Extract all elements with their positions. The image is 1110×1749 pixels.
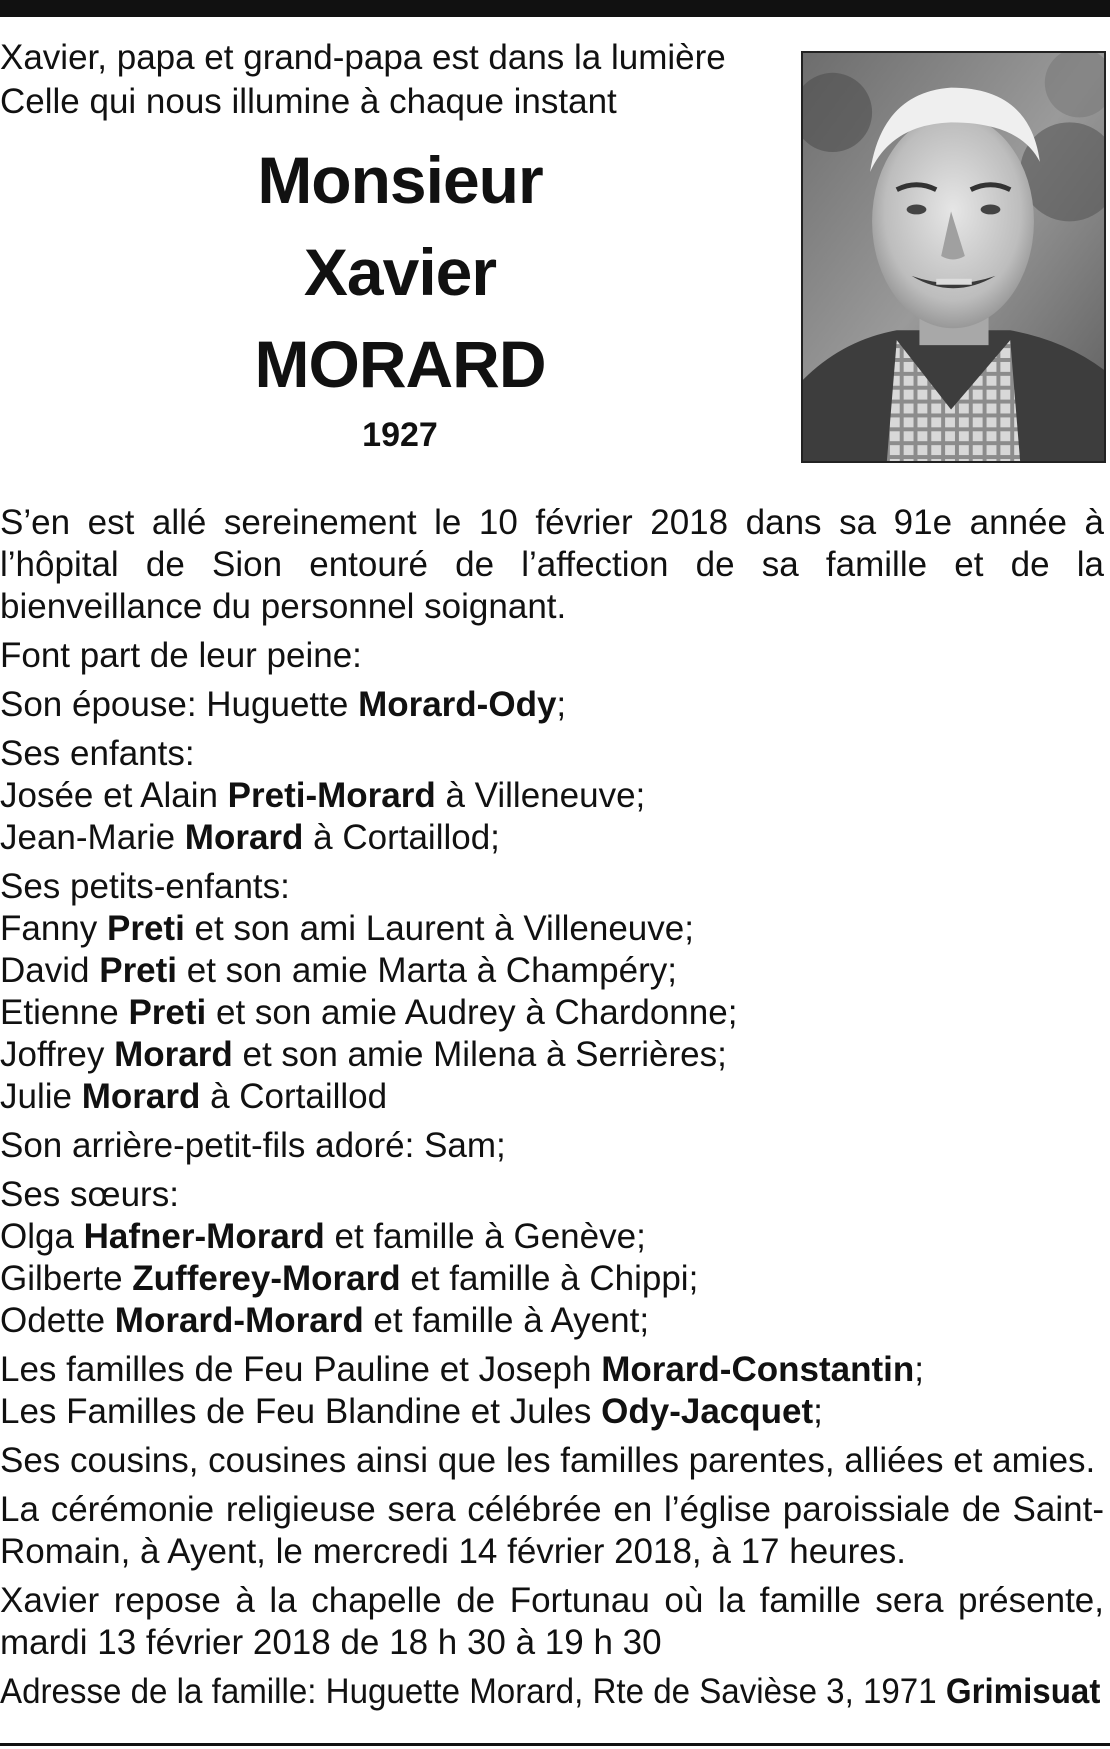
grandchild-line: Julie Morard à Cortaillod (0, 1077, 388, 1116)
name-first: Xavier (303, 235, 497, 309)
families-section (0, 1349, 1104, 1433)
sisters-label: Ses sœurs: (0, 1175, 179, 1214)
children-section (0, 733, 1104, 859)
grandchild-line: David Preti et son amie Marta à Champéry; (0, 951, 677, 990)
spouse-surname: Morard-Ody (358, 685, 557, 724)
spouse-end: ; (556, 685, 567, 724)
grandchildren-label: Ses petits-enfants: (0, 867, 290, 906)
repose-paragraph: Xavier repose à la chapelle de Fortunau où la famille sera présente, mardi 13 février 2018 de 18 h 30 à 19 h 30 (0, 1581, 1104, 1662)
portrait-image (803, 53, 1104, 461)
obituary-body (0, 502, 1104, 1713)
grandchild-line: Fanny Preti et son ami Laurent à Villeneuve; (0, 909, 694, 948)
cousins-line: Ses cousins, cousines ainsi que les familles parentes, alliées et amies. (0, 1441, 1096, 1480)
epigraph-line: Xavier, papa et grand-papa est dans la lumière (0, 38, 726, 77)
great-grandson-line: Son arrière-petit-fils adoré: Sam; (0, 1126, 506, 1165)
top-rule (0, 0, 1110, 17)
epigraph-line: Celle qui nous illumine à chaque instant (0, 82, 617, 121)
epigraph (0, 36, 780, 124)
birth-year: 1927 (362, 416, 438, 454)
child-line: Josée et Alain Preti-Morard à Villeneuve; (0, 776, 646, 815)
name-title: Monsieur (257, 143, 543, 217)
address-line (0, 1671, 1100, 1713)
spouse-line (0, 684, 1104, 726)
grandchildren-section (0, 866, 1104, 1118)
deceased-name-block (0, 134, 800, 460)
font-part-line: Font part de leur peine: (0, 636, 362, 675)
grandchild-line: Etienne Preti et son amie Audrey à Chardonne; (0, 993, 738, 1032)
sister-line: Olga Hafner-Morard et famille à Genève; (0, 1217, 646, 1256)
children-label: Ses enfants: (0, 734, 195, 773)
name-last: MORARD (254, 327, 546, 401)
sister-line: Odette Morard-Morard et famille à Ayent; (0, 1301, 650, 1340)
sister-line: Gilberte Zufferey-Morard et famille à Chippi; (0, 1259, 699, 1298)
family-line: Les Familles de Feu Blandine et Jules Ody-Jacquet; (0, 1392, 823, 1431)
child-line: Jean-Marie Morard à Cortaillod; (0, 818, 500, 857)
intro-paragraph: S’en est allé sereinement le 10 février 2018 dans sa 91e année à l’hôpital de Sion entouré de l’affection de sa famille et de la bienveillance du personnel soignant. (0, 503, 1104, 626)
ceremony-paragraph: La cérémonie religieuse sera célébrée en l’église paroissiale de Saint-Romain, à Ayent, le mercredi 14 février 2018, à 17 heures. (0, 1490, 1104, 1571)
spouse-text: Son épouse: Huguette (0, 685, 359, 724)
address-text: Adresse de la famille: Huguette Morard, Rte de Savièse 3, 1971 (0, 1672, 946, 1711)
sisters-section (0, 1174, 1104, 1342)
grandchild-line: Joffrey Morard et son amie Milena à Serrières; (0, 1035, 727, 1074)
family-line: Les familles de Feu Pauline et Joseph Morard-Constantin; (0, 1350, 924, 1389)
address-town: Grimisuat (945, 1672, 1101, 1711)
bottom-rule (0, 1743, 1110, 1746)
portrait-photo (801, 51, 1106, 463)
